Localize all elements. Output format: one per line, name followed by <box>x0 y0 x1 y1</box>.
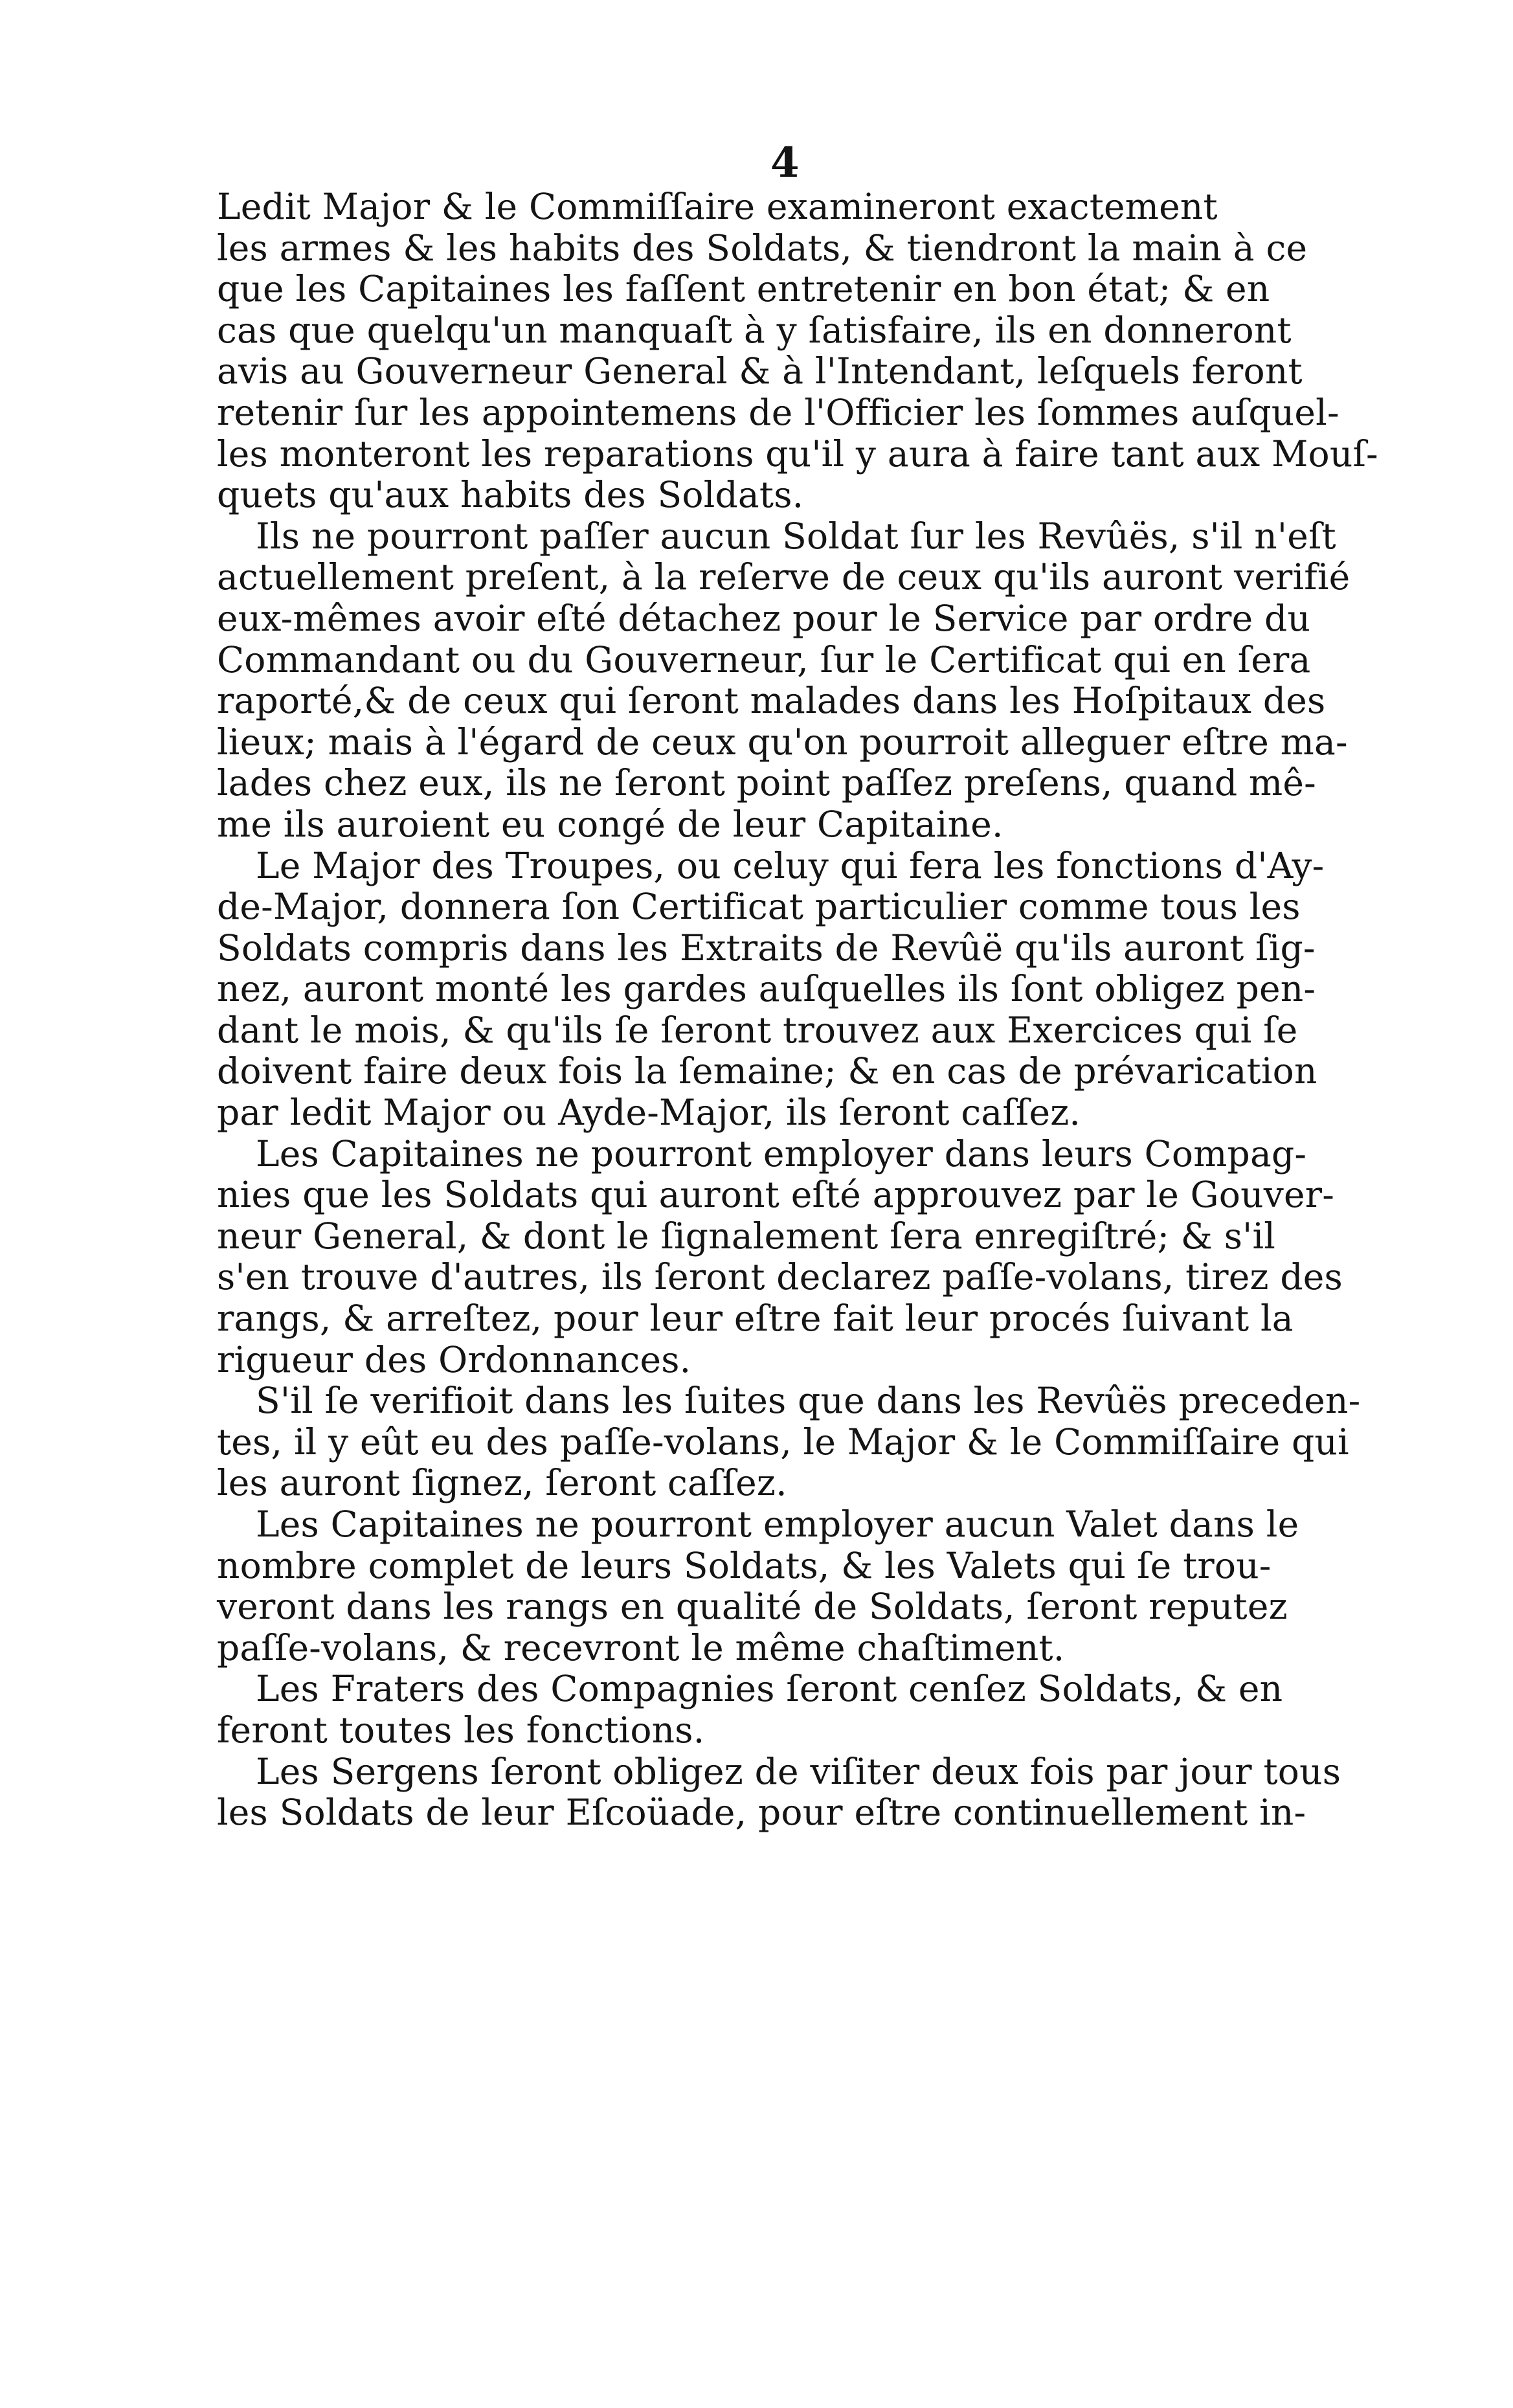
text-line: dant le mois, & qu'ils ſe ſeront trouvez aux Exercices qui ſe <box>217 1009 1298 1051</box>
text-line: avis au Gouverneur General & à l'Intendant, leſquels feront <box>217 350 1303 392</box>
text-line: Ledit Major & le Commiſſaire examineront exactement <box>217 186 1218 227</box>
text-line: cas que quelqu'un manquaſt à y ſatisfaire, ils en donneront <box>217 309 1292 351</box>
page-number: 4 <box>770 139 800 187</box>
text-line: s'en trouve d'autres, ils ſeront declarez paſſe-volans, tirez des <box>217 1256 1343 1298</box>
paragraph-start-line: Les Capitaines ne pourront employer aucun Valet dans le <box>256 1503 1299 1545</box>
paragraph-start-line: Les Sergens ſeront obligez de viſiter deux fois par jour tous <box>256 1750 1341 1792</box>
text-line: les monteront les reparations qu'il y aura à faire tant aux Mouſ- <box>217 433 1378 475</box>
text-line: Soldats compris dans les Extraits de Revûë qu'ils auront ſig- <box>217 927 1316 969</box>
text-line: doivent faire deux fois la ſemaine; & en cas de prévarication <box>217 1050 1317 1092</box>
text-line: nombre complet de leurs Soldats, & les Valets qui ſe trou- <box>217 1544 1272 1586</box>
text-line: raporté,& de ceux qui ſeront malades dans les Hoſpitaux des <box>217 680 1326 722</box>
paragraph-start-line: Ils ne pourront paſſer aucun Soldat ſur les Revûës, s'il n'eſt <box>256 515 1336 557</box>
text-line: retenir ſur les appointemens de l'Officier les ſommes auſquel- <box>217 391 1339 433</box>
text-line: eux-mêmes avoir eſté détachez pour le Service par ordre du <box>217 597 1311 639</box>
text-line: paſſe-volans, & recevront le même chaſtiment. <box>217 1626 1065 1669</box>
text-line: rigueur des Ordonnances. <box>217 1338 691 1380</box>
paragraph-start-line: S'il ſe verifioit dans les ſuites que dans les Revûës preceden- <box>256 1380 1361 1422</box>
text-line: Commandant ou du Gouverneur, ſur le Certificat qui en ſera <box>217 638 1311 681</box>
body-text <box>217 186 1392 1834</box>
text-line: lieux; mais à l'égard de ceux qu'on pourroit alleguer eſtre ma- <box>217 721 1348 763</box>
paragraph-start-line: Le Major des Troupes, ou celuy qui fera les fonctions d'Ay- <box>256 844 1325 886</box>
text-line: lades chez eux, ils ne ſeront point paſſez preſens, quand mê- <box>217 762 1316 804</box>
text-line: nez, auront monté les gardes auſquelles ils ſont obligez pen- <box>217 968 1316 1010</box>
text-line: de-Major, donnera ſon Certificat particulier comme tous les <box>217 886 1301 928</box>
text-line: les armes & les habits des Soldats, & tiendront la main à ce <box>217 227 1308 269</box>
text-line: les Soldats de leur Eſcoüade, pour eſtre continuellement in- <box>217 1792 1306 1834</box>
text-line: actuellement preſent, à la reſerve de ceux qu'ils auront verifié <box>217 556 1350 598</box>
text-line: rangs, & arreſtez, pour leur eſtre fait leur procés ſuivant la <box>217 1298 1294 1340</box>
text-line: par ledit Major ou Ayde-Major, ils ſeront caſſez. <box>217 1092 1081 1134</box>
text-line: veront dans les rangs en qualité de Soldats, ſeront reputez <box>217 1586 1288 1628</box>
text-line: neur General, & dont le ſignalement ſera enregiſtré; & s'il <box>217 1215 1276 1257</box>
text-line: me ils auroient eu congé de leur Capitaine. <box>217 803 1003 845</box>
paragraph-start-line: Les Capitaines ne pourront employer dans leurs Compag- <box>256 1132 1307 1175</box>
text-line: feront toutes les fonctions. <box>217 1709 705 1751</box>
text-line: les auront ſignez, ſeront caſſez. <box>217 1462 787 1504</box>
text-line: quets qu'aux habits des Soldats. <box>217 474 804 516</box>
text-line: que les Capitaines les faſſent entretenir en bon état; & en <box>217 268 1270 310</box>
paragraph-start-line: Les Fraters des Compagnies ſeront cenſez Soldats, & en <box>256 1668 1283 1710</box>
text-line: tes, il y eût eu des paſſe-volans, le Major & le Commiſſaire qui <box>217 1421 1349 1463</box>
text-line: nies que les Soldats qui auront eſté approuvez par le Gouver- <box>217 1174 1335 1216</box>
